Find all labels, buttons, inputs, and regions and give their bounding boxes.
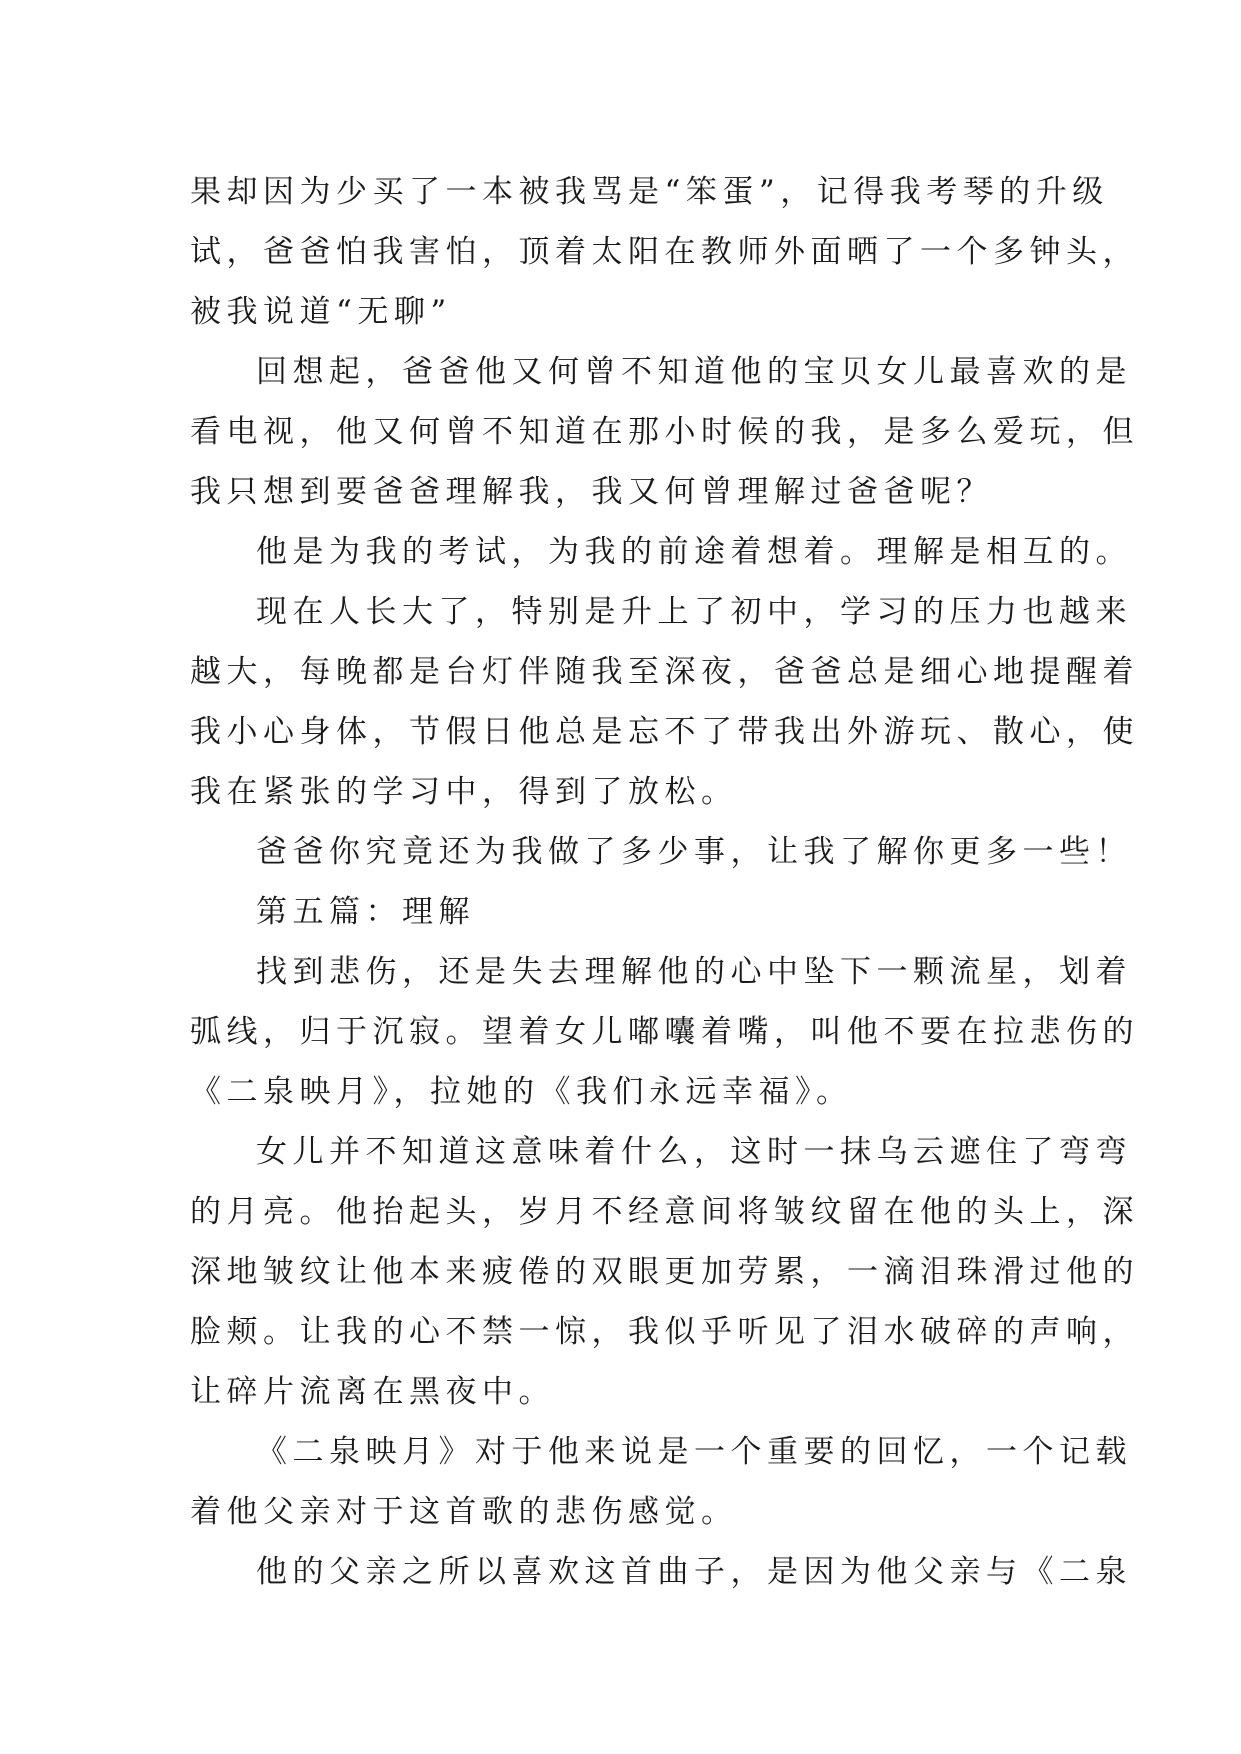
text-line: 弧线，归于沉寂。望着女儿嘟囔着嘴，叫他不要在拉悲伤的 <box>190 1014 1139 1050</box>
text-line: 女儿并不知道这意味着什么，这时一抹乌云遮住了弯弯 <box>256 1134 1132 1170</box>
paragraph <box>190 162 1139 342</box>
text-line: 着他父亲对于这首歌的悲伤感觉。 <box>190 1494 738 1530</box>
text-line: 《二泉映月》对于他来说是一个重要的回忆，一个记载 <box>256 1434 1132 1470</box>
document-body <box>190 162 1139 1602</box>
paragraph <box>190 942 1139 1122</box>
text-line: 看电视，他又何曾不知道在那小时候的我，是多么爱玩，但 <box>190 414 1139 450</box>
text-line: 我在紧张的学习中，得到了放松。 <box>190 774 738 810</box>
text-line: 他是为我的考试，为我的前途着想着。理解是相互的。 <box>256 534 1132 570</box>
text-line: 的月亮。他抬起头，岁月不经意间将皱纹留在他的头上，深 <box>190 1194 1139 1230</box>
text-line: 被我说道“无聊” <box>190 294 452 330</box>
paragraph <box>190 522 1132 582</box>
text-line: 越大，每晚都是台灯伴随我至深夜，爸爸总是细心地提醒着 <box>190 654 1139 690</box>
text-line: 脸颊。让我的心不禁一惊，我似乎听见了泪水破碎的声响， <box>190 1314 1139 1350</box>
paragraph <box>190 1122 1139 1422</box>
text-line: 找到悲伤，还是失去理解他的心中坠下一颗流星，划着 <box>256 954 1132 990</box>
text-line: 深地皱纹让他本来疲倦的双眼更加劳累，一滴泪珠滑过他的 <box>190 1254 1139 1290</box>
paragraph <box>190 342 1139 522</box>
paragraph <box>190 582 1139 822</box>
text-line: 我只想到要爸爸理解我，我又何曾理解过爸爸呢？ <box>190 474 993 510</box>
text-line: 回想起，爸爸他又何曾不知道他的宝贝女儿最喜欢的是 <box>256 354 1132 390</box>
text-line: 让碎片流离在黑夜中。 <box>190 1374 555 1410</box>
text-line: 试，爸爸怕我害怕，顶着太阳在教师外面晒了一个多钟头， <box>190 234 1139 270</box>
text-line: 《二泉映月》，拉她的《我们永远幸福》。 <box>190 1074 853 1110</box>
text-line: 现在人长大了，特别是升上了初中，学习的压力也越来 <box>256 594 1132 630</box>
section-heading <box>190 882 1070 942</box>
paragraph <box>190 1542 1132 1602</box>
paragraph <box>190 822 1132 882</box>
text-line: 他的父亲之所以喜欢这首曲子，是因为他父亲与《二泉 <box>256 1554 1132 1590</box>
section-title: 第五篇：理解 <box>256 894 475 930</box>
text-line: 果却因为少买了一本被我骂是“笨蛋”，记得我考琴的升级 <box>190 174 1109 210</box>
text-line: 爸爸你究竟还为我做了多少事，让我了解你更多一些！ <box>256 834 1132 870</box>
paragraph <box>190 1422 1132 1542</box>
text-line: 我小心身体，节假日他总是忘不了带我出外游玩、散心，使 <box>190 714 1139 750</box>
